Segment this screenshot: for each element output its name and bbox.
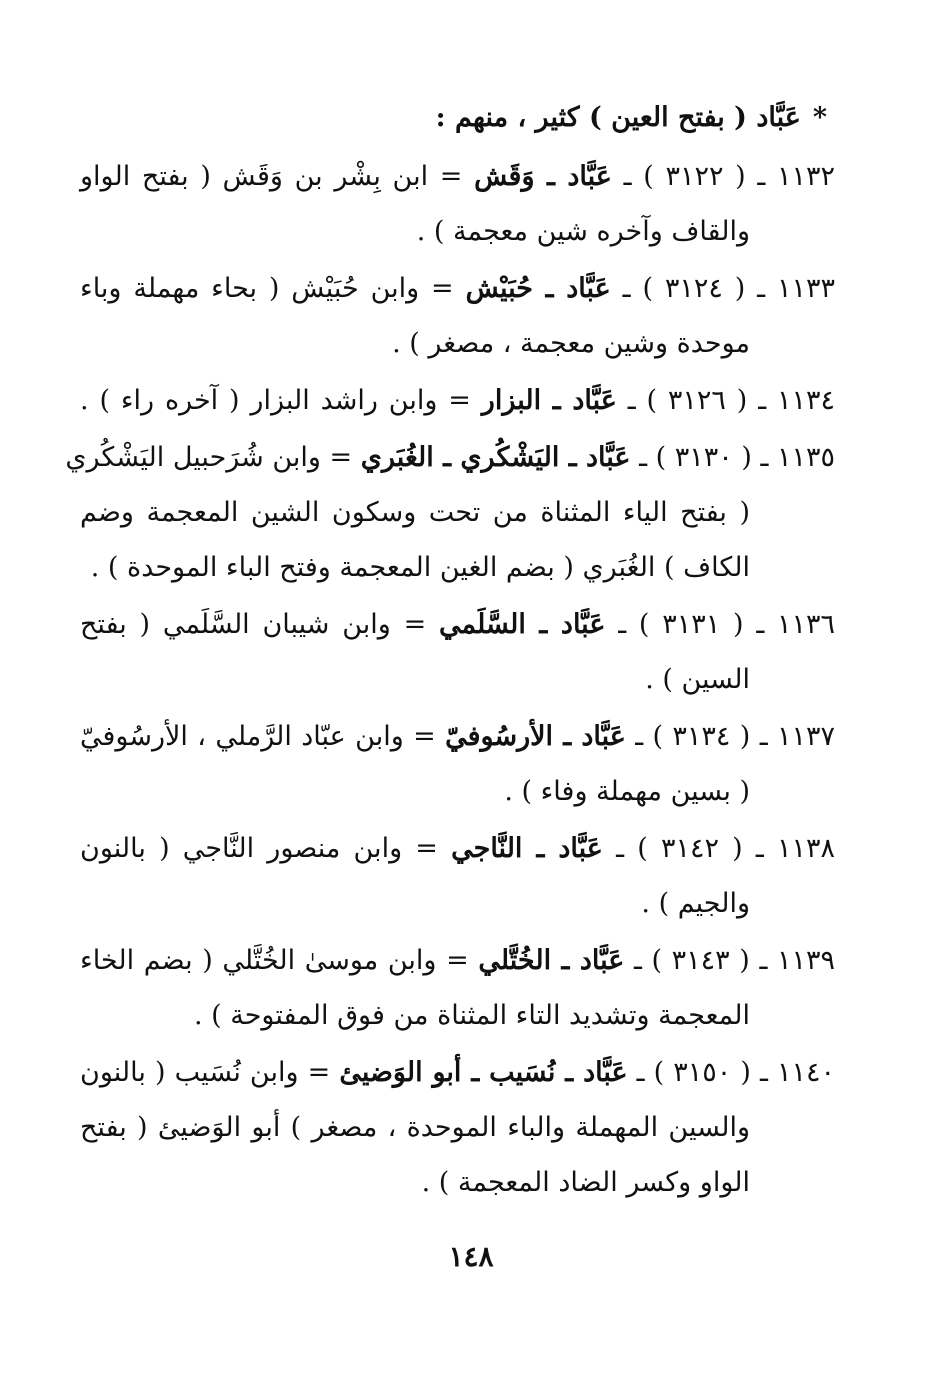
entry-first-line: [80, 709, 835, 764]
entry-continuation-line: السين ) .: [645, 664, 750, 695]
entry: [80, 1045, 835, 1210]
entry-description: = وابن شُرَحبيل اليَشْكُري: [65, 442, 353, 473]
entry-continuation-line: موحدة وشين معجمة ، مصغر ) .: [392, 328, 750, 359]
entry-description: = وابن عبّاد الرَّملي ، الأرسُوفيّ: [80, 721, 436, 752]
entry-description: = وابن حُبَيْش ( بحاء مهملة وباء: [80, 273, 454, 304]
entry-name: عَبَّاد ـ السَّلَمي: [438, 609, 606, 640]
entry-number: ١١٣٥ ـ: [760, 442, 835, 473]
entry-first-line: [80, 373, 835, 428]
entry-name: عَبَّاد ـ حُبَيْش: [465, 273, 611, 304]
entry-continuation-line: ( بفتح الياء المثناة من تحت وسكون الشين المعجمة وضم: [80, 497, 750, 528]
entry-description: = وابن راشد البزار ( آخره راء ) .: [80, 385, 471, 416]
entry-number: ١١٣٦ ـ: [756, 609, 836, 640]
entry-reference: ( ٣١٥٠ ) ـ: [636, 1057, 751, 1088]
entry-description: = وابن موسىٰ الخُتَّلي ( بضم الخاء: [80, 945, 469, 976]
entry-reference: ( ٣١٢٤ ) ـ: [622, 273, 746, 304]
entry: [80, 597, 835, 707]
entry-first-line: [80, 261, 835, 316]
entry-name: عَبَّاد ـ وَقَش: [474, 161, 612, 192]
entry-first-line: [80, 821, 835, 876]
entry-continuation-line: والقاف وآخره شين معجمة ) .: [416, 216, 750, 247]
entry-continuation-line: الكاف ) الغُبَري ( بضم الغين المعجمة وفتح الباء الموحدة ) .: [90, 552, 750, 583]
entry-number: ١١٣٢ ـ: [757, 161, 835, 192]
entry: [80, 373, 835, 428]
entry-reference: ( ٣١٣٤ ) ـ: [635, 721, 751, 752]
entry-name: عَبَّاد ـ البزار: [481, 385, 617, 416]
entry-continuation-line: والسين المهملة والباء الموحدة ، مصغر ) أبو الوَضيئ ( بفتح: [80, 1112, 750, 1143]
heading-text: عَبَّاد ( بفتح العين ) كثير ، منهم :: [435, 102, 801, 133]
entry-name: عَبَّاد ـ الأرسُوفيّ: [445, 721, 626, 752]
entry-reference: ( ٣١٤٣ ) ـ: [634, 945, 750, 976]
entry-reference: ( ٣١٢٦ ) ـ: [627, 385, 748, 416]
entry-name: عَبَّاد ـ الخُتَّلي: [478, 945, 625, 976]
entry-name: عَبَّاد ـ النَّاجي: [451, 833, 603, 864]
entry: [80, 149, 835, 259]
entry-continuation-line: والجيم ) .: [641, 888, 750, 919]
entry-continuation-line: المعجمة وتشديد التاء المثناة من فوق المفتوحة ) .: [193, 1000, 750, 1031]
entry-reference: ( ٣١٤٢ ) ـ: [616, 833, 743, 864]
entry-continuation-line: ( بسين مهملة وفاء ) .: [504, 776, 750, 807]
entry-reference: ( ٣١٣١ ) ـ: [618, 609, 744, 640]
asterisk-icon: *: [812, 102, 827, 133]
entry-first-line: [65, 430, 835, 485]
entry-first-line: [80, 597, 835, 652]
entry-first-line: [80, 1045, 835, 1100]
entry-description: = ابن بِشْر بن وَقَش ( بفتح الواو: [80, 161, 463, 192]
section-heading: [80, 90, 835, 145]
entry: [80, 709, 835, 819]
entry: [80, 821, 835, 931]
entry-reference: ( ٣١٢٢ ) ـ: [623, 161, 746, 192]
entry-number: ١١٣٨ ـ: [755, 833, 836, 864]
entry-continuation-line: الواو وكسر الضاد المعجمة ) .: [421, 1167, 750, 1198]
entry-first-line: [80, 933, 835, 988]
entry-description: = وابن شيبان السَّلَمي ( بفتح: [80, 609, 427, 640]
entry: [80, 261, 835, 371]
page-number: ١٤٨: [448, 1240, 494, 1273]
entries-list: [65, 149, 836, 1210]
entry-number: ١١٣٧ ـ: [759, 721, 835, 752]
document-page: [65, 90, 836, 1212]
entry-number: ١١٣٤ ـ: [758, 385, 836, 416]
entry-reference: ( ٣١٣٠ ) ـ: [639, 442, 752, 473]
entry: [80, 933, 835, 1043]
entry-description: = وابن نُسَيب ( بالنون: [80, 1057, 331, 1088]
entry-description: = وابن منصور النَّاجي ( بالنون: [80, 833, 438, 864]
entry-first-line: [80, 149, 835, 204]
entry-name: عَبَّاد ـ نُسَيب ـ أبو الوَضيئ: [339, 1057, 628, 1088]
entry-number: ١١٣٣ ـ: [757, 273, 835, 304]
entry: [65, 430, 835, 595]
entry-number: ١١٣٩ ـ: [759, 945, 836, 976]
entry-name: عَبَّاد ـ اليَشْكُري ـ الغُبَري: [360, 442, 631, 473]
entry-number: ١١٤٠ ـ: [759, 1057, 835, 1088]
